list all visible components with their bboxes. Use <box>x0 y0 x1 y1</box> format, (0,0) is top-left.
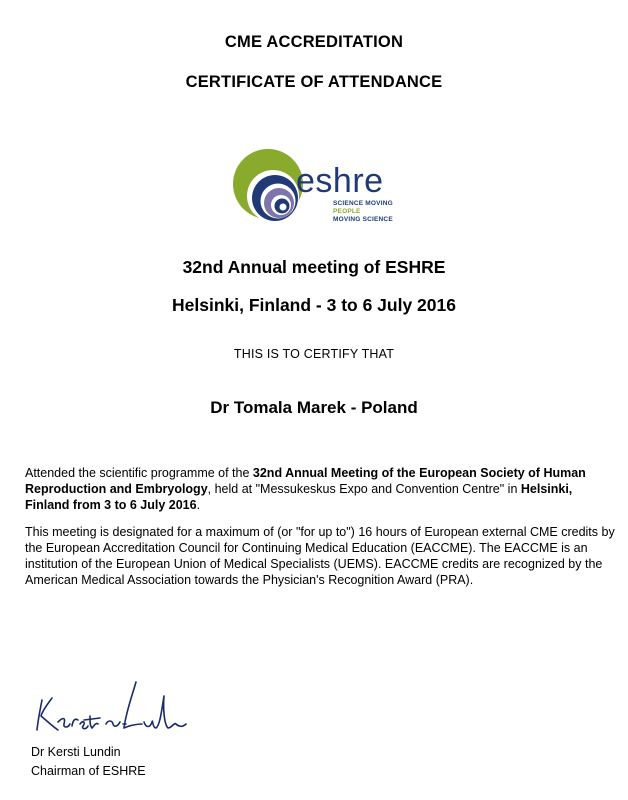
signer-role: Chairman of ESHRE <box>31 764 146 778</box>
signer-name: Dr Kersti Lundin <box>31 745 121 759</box>
certify-label: THIS IS TO CERTIFY THAT <box>233 347 395 361</box>
certificate-title: CME ACCREDITATION <box>224 33 404 51</box>
eshre-wordmark: eshre <box>296 162 384 200</box>
logo-tagline-2: PEOPLE <box>333 208 361 215</box>
credits-paragraph: This meeting is designated for a maximum of (or "for up to") 16 hours of European external CME credits by the European Accreditation Council for Continuing Medical Education (EACCME). The EACCME is an institution of the European Union of Medical Specialists (UEMS). EACCME credits are recognized by the American Medical Association towards the Physician's Recognition Award (PRA). <box>25 525 615 587</box>
attendee-name: Dr Tomala Marek - Poland <box>210 398 418 417</box>
logo-tagline-3: MOVING SCIENCE <box>333 216 393 223</box>
eshre-logo <box>232 140 412 235</box>
meeting-name: 32nd Annual meeting of ESHRE <box>182 257 446 277</box>
logo-tagline-1: SCIENCE MOVING <box>333 200 393 207</box>
meeting-location-dates: Helsinki, Finland - 3 to 6 July 2016 <box>172 295 456 315</box>
certificate-subtitle: CERTIFICATE OF ATTENDANCE <box>185 73 443 91</box>
handwritten-signature <box>28 678 208 740</box>
attendance-paragraph: Attended the scientific programme of the 32nd Annual Meeting of the European Society of Human Reproduction and Embryology, held at "Messukeskus Expo and Convention Centre" in Helsinki, Finland from 3 to 6 July 2016. <box>25 466 586 512</box>
